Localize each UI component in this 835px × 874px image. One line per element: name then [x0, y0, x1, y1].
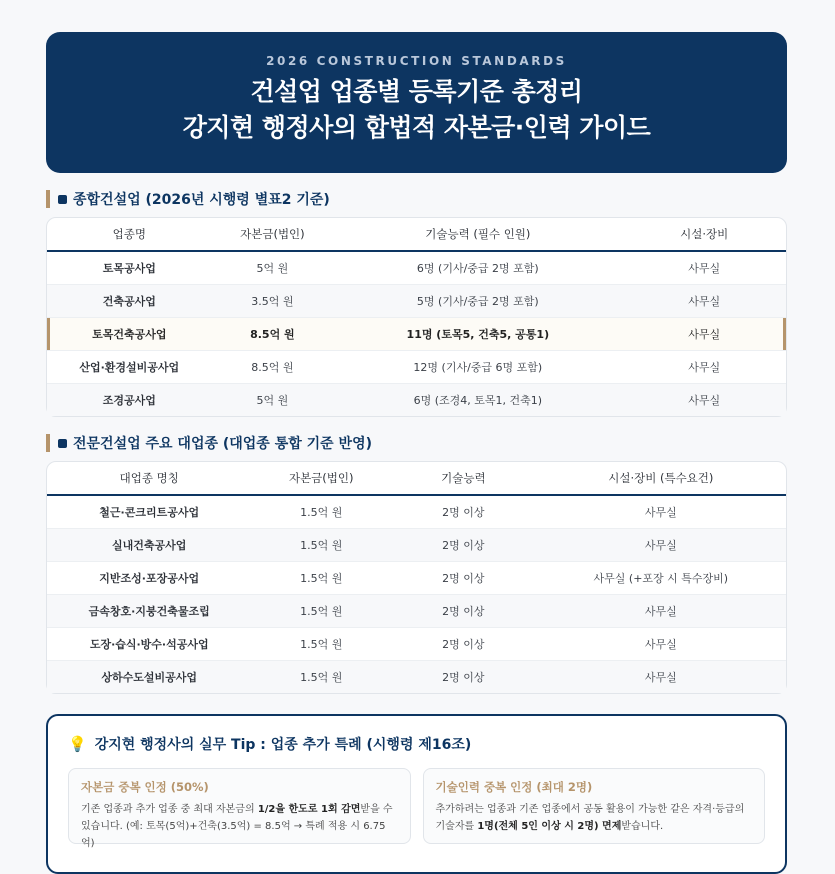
capital-tip-text	[81, 801, 398, 852]
table-cell: 도장·습식·방수·석공사업	[47, 627, 251, 660]
table-cell: 산업·환경설비공사업	[47, 350, 212, 383]
table-cell: 금속창호·지붕건축물조립	[47, 594, 251, 627]
table-cell: 사무실	[622, 251, 786, 284]
specialty-section-heading	[46, 433, 787, 453]
table-cell: 8.5억 원	[212, 317, 334, 350]
column-header: 자본금(법인)	[251, 462, 391, 495]
table-cell: 건축공사업	[47, 284, 212, 317]
table-row	[47, 528, 786, 561]
table-cell: 3.5억 원	[212, 284, 334, 317]
table-cell: 1.5억 원	[251, 528, 391, 561]
table-cell: 2명 이상	[391, 627, 536, 660]
personnel-tip-text	[436, 801, 753, 835]
tip-columns	[68, 768, 765, 849]
table-cell: 2명 이상	[391, 594, 536, 627]
page-title-line1: 건설업 업종별 등록기준 총정리	[250, 77, 583, 106]
table-row-highlighted	[47, 317, 786, 350]
table-cell: 6명 (조경4, 토목1, 건축1)	[333, 383, 622, 416]
header-eyebrow: 2026 CONSTRUCTION STANDARDS	[266, 54, 567, 68]
table-row	[47, 251, 786, 284]
table-cell: 2명 이상	[391, 528, 536, 561]
tip-panel	[46, 714, 787, 874]
table-cell: 토목공사업	[47, 251, 212, 284]
table-cell: 6명 (기사/중급 2명 포함)	[333, 251, 622, 284]
table-cell: 사무실	[622, 383, 786, 416]
table-cell: 5억 원	[212, 383, 334, 416]
table-cell: 1.5억 원	[251, 561, 391, 594]
general-section-heading	[46, 189, 787, 209]
table-cell: 사무실	[536, 495, 786, 528]
tip-title: 강지현 행정사의 실무 Tip : 업종 추가 특례 (시행령 제16조)	[94, 737, 472, 753]
table-cell: 5명 (기사/중급 2명 포함)	[333, 284, 622, 317]
page-title-line2: 강지현 행정사의 합법적 자본금·인력 가이드	[182, 113, 651, 142]
column-header: 기술능력	[391, 462, 536, 495]
lightbulb-icon: 💡	[68, 735, 87, 753]
table-cell: 사무실	[536, 627, 786, 660]
table-cell: 상하수도설비공사업	[47, 660, 251, 693]
column-header: 자본금(법인)	[212, 218, 334, 251]
tip-text-emphasis: 1/2을 한도로 1회 감면	[257, 804, 361, 815]
table-cell: 사무실	[622, 350, 786, 383]
page	[46, 32, 787, 874]
table-row	[47, 561, 786, 594]
table-cell: 사무실 (+포장 시 특수장비)	[536, 561, 786, 594]
table-cell: 2명 이상	[391, 660, 536, 693]
accent-bar	[46, 190, 50, 208]
table-cell: 지반조성·포장공사업	[47, 561, 251, 594]
table-row	[47, 284, 786, 317]
table-cell: 사무실	[536, 660, 786, 693]
tip-text-emphasis: 1명(전체 5인 이상 시 2명) 면제	[477, 821, 622, 832]
column-header: 시설·장비 (특수요건)	[536, 462, 786, 495]
general-table	[47, 218, 786, 416]
header-banner	[46, 32, 787, 173]
accent-bar	[46, 434, 50, 452]
general-table-card	[46, 217, 787, 417]
column-header: 기술능력 (필수 인원)	[333, 218, 622, 251]
table-row	[47, 627, 786, 660]
table-cell: 사무실	[536, 528, 786, 561]
personnel-tip-box	[423, 768, 766, 844]
table-row	[47, 495, 786, 528]
column-header: 업종명	[47, 218, 212, 251]
column-header: 대업종 명칭	[47, 462, 251, 495]
table-header-row	[47, 462, 786, 495]
table-cell: 사무실	[536, 594, 786, 627]
table-cell: 사무실	[622, 284, 786, 317]
specialty-table	[47, 462, 786, 693]
tip-text-part: 기존 업종과 추가 업종 중 최대 자본금의	[81, 804, 258, 815]
tip-text-part: 추가하려는 업종과 기존 업종에서 공동 활용이 가능한 같은 자격·등급의 기술자를	[435, 804, 745, 832]
table-row	[47, 350, 786, 383]
square-bullet-icon	[58, 439, 67, 448]
table-cell: 1.5억 원	[251, 627, 391, 660]
table-header-row	[47, 218, 786, 251]
table-row	[47, 594, 786, 627]
specialty-table-card	[46, 461, 787, 694]
table-cell: 11명 (토목5, 건축5, 공통1)	[333, 317, 622, 350]
table-row	[47, 383, 786, 416]
personnel-tip-heading: 기술인력 중복 인정 (최대 2명)	[435, 780, 593, 794]
capital-tip-heading: 자본금 중복 인정 (50%)	[81, 780, 209, 794]
table-cell: 실내건축공사업	[47, 528, 251, 561]
table-cell: 5억 원	[212, 251, 334, 284]
column-header: 시설·장비	[622, 218, 786, 251]
table-cell: 2명 이상	[391, 561, 536, 594]
table-cell: 2명 이상	[391, 495, 536, 528]
table-cell: 사무실	[622, 317, 786, 350]
table-cell: 철근·콘크리트공사업	[47, 495, 251, 528]
table-cell: 조경공사업	[47, 383, 212, 416]
table-row	[47, 660, 786, 693]
table-cell: 1.5억 원	[251, 495, 391, 528]
square-bullet-icon	[58, 195, 67, 204]
tip-text-part: 받습니다.	[621, 821, 664, 832]
table-cell: 12명 (기사/중급 6명 포함)	[333, 350, 622, 383]
table-cell: 1.5억 원	[251, 594, 391, 627]
general-section-title: 종합건설업 (2026년 시행령 별표2 기준)	[73, 192, 330, 208]
tip-text-part: 받을 수 있습니다. (예: 토목(5억)+건축(3.5억) = 8.5억 → 특례 적용 시 6.75억)	[81, 804, 393, 849]
specialty-section-title: 전문건설업 주요 대업종 (대업종 통합 기준 반영)	[73, 436, 372, 452]
tip-heading	[68, 734, 765, 754]
table-cell: 1.5억 원	[251, 660, 391, 693]
table-cell: 8.5억 원	[212, 350, 334, 383]
capital-tip-box	[68, 768, 411, 849]
table-cell: 토목건축공사업	[47, 317, 212, 350]
